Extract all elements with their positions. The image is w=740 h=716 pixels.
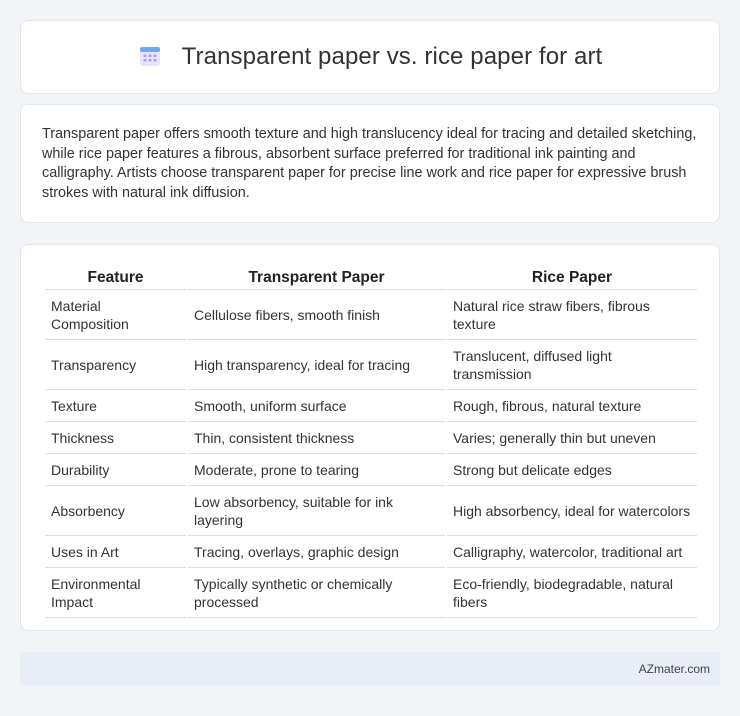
- comparison-table: [43, 265, 699, 618]
- description-text: Transparent paper offers smooth texture and high translucency ideal for tracing and detailed sketching, while rice paper features a fibrous, absorbent surface preferred for traditional ink painting and calligraphy. Artists choose transparent paper for precise line work and rice paper for expressive brush strokes with natural ink diffusion.: [42, 126, 697, 201]
- rice-paper-cell: Translucent, diffused light transmission: [447, 340, 697, 390]
- rice-paper-cell: Rough, fibrous, natural texture: [447, 390, 697, 422]
- feature-cell: Uses in Art: [45, 536, 186, 568]
- table-row: [45, 390, 697, 422]
- table-row: [45, 340, 697, 390]
- rice-paper-cell: High absorbency, ideal for watercolors: [447, 486, 697, 536]
- calendar-icon: [138, 44, 162, 68]
- transparent-paper-cell: Cellulose fibers, smooth finish: [188, 290, 445, 340]
- table-row: [45, 536, 697, 568]
- rice-paper-cell: Varies; generally thin but uneven: [447, 422, 697, 454]
- comparison-table-card: [20, 244, 720, 631]
- table-header-row: [45, 265, 697, 290]
- transparent-paper-cell: Tracing, overlays, graphic design: [188, 536, 445, 568]
- feature-cell: Absorbency: [45, 486, 186, 536]
- feature-cell: Texture: [45, 390, 186, 422]
- feature-cell: Material Composition: [45, 290, 186, 340]
- transparent-paper-cell: Moderate, prone to tearing: [188, 454, 445, 486]
- header-transparent-paper: Transparent Paper: [188, 265, 445, 290]
- feature-cell: Environmental Impact: [45, 568, 186, 618]
- title-card: [20, 20, 720, 94]
- feature-cell: Durability: [45, 454, 186, 486]
- table-row: [45, 422, 697, 454]
- footer: [20, 652, 720, 686]
- feature-cell: Transparency: [45, 340, 186, 390]
- transparent-paper-cell: Typically synthetic or chemically processed: [188, 568, 445, 618]
- rice-paper-cell: Strong but delicate edges: [447, 454, 697, 486]
- table-row: [45, 290, 697, 340]
- page-title: Transparent paper vs. rice paper for art: [181, 43, 603, 70]
- description-card: [20, 104, 720, 223]
- transparent-paper-cell: Low absorbency, suitable for ink layering: [188, 486, 445, 536]
- table-row: [45, 486, 697, 536]
- table-row: [45, 568, 697, 618]
- transparent-paper-cell: High transparency, ideal for tracing: [188, 340, 445, 390]
- header-rice-paper: Rice Paper: [447, 265, 697, 290]
- footer-site-link[interactable]: AZmater.com: [638, 662, 710, 676]
- rice-paper-cell: Calligraphy, watercolor, traditional art: [447, 536, 697, 568]
- rice-paper-cell: Natural rice straw fibers, fibrous texture: [447, 290, 697, 340]
- rice-paper-cell: Eco-friendly, biodegradable, natural fibers: [447, 568, 697, 618]
- transparent-paper-cell: Smooth, uniform surface: [188, 390, 445, 422]
- header-feature: Feature: [45, 265, 186, 290]
- table-row: [45, 454, 697, 486]
- feature-cell: Thickness: [45, 422, 186, 454]
- transparent-paper-cell: Thin, consistent thickness: [188, 422, 445, 454]
